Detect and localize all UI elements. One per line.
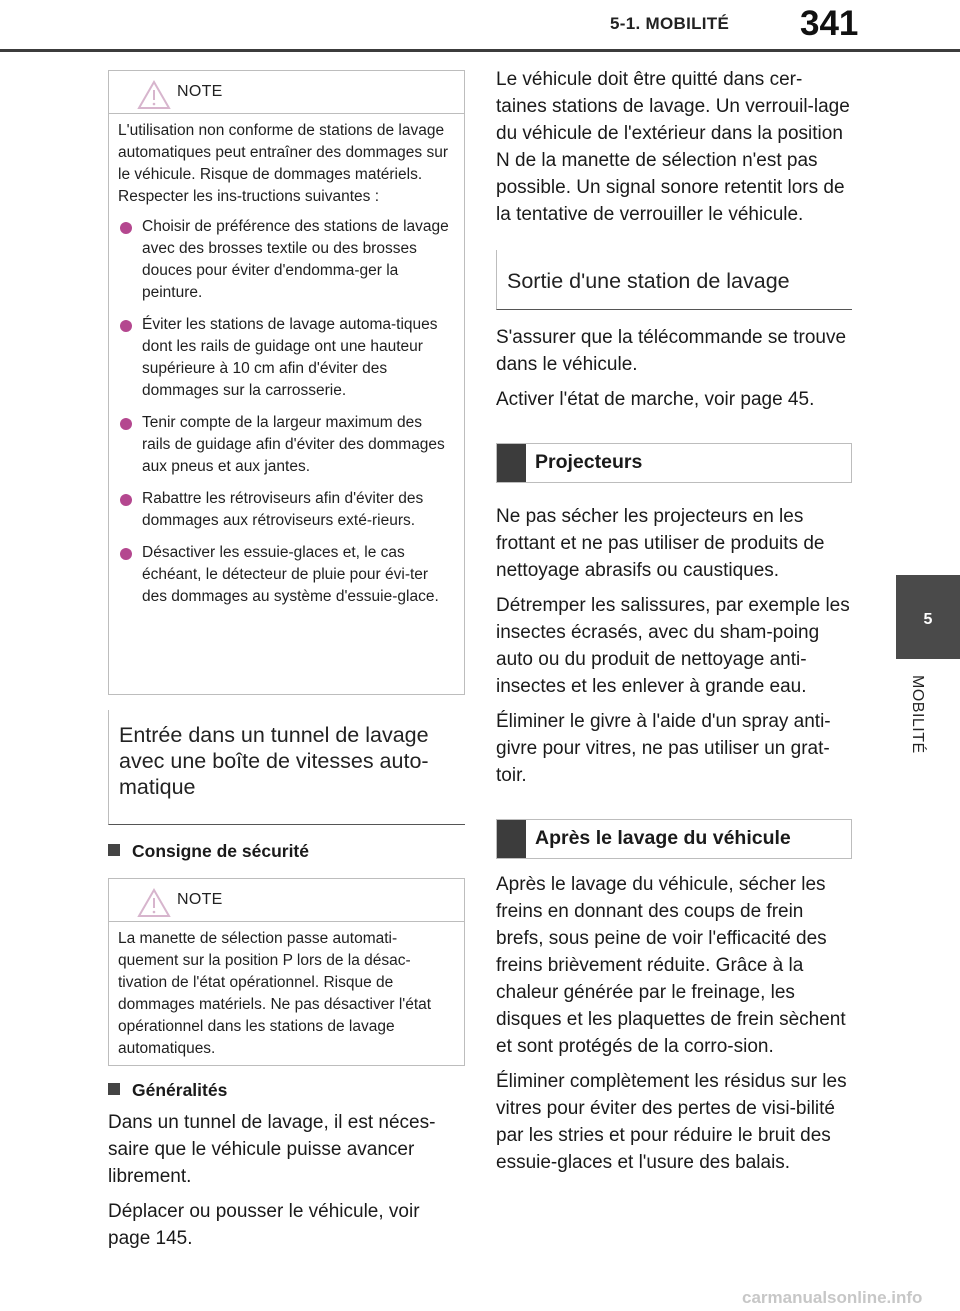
list-item-text: Choisir de préférence des stations de lavage avec des brosses textile ou des brosses douces pour éviter d'endomma-ger la peinture. <box>142 218 449 301</box>
paragraph: Dans un tunnel de lavage, il est néces-saire que le véhicule puisse avancer librement. <box>108 1112 436 1187</box>
warning-triangle-icon <box>137 888 171 918</box>
bullet-icon <box>120 548 132 560</box>
paragraph: S'assurer que la télécommande se trouve dans le véhicule. <box>496 327 847 375</box>
heading-bar <box>497 444 526 482</box>
note-text: La manette de sélection passe automati-quement sur la position P lors de la désac-tivation de l'état opérationnel. Risque de dommages matériels. Ne pas désactiver l'état opérationnel dans les stations de lavage automatiques. <box>118 930 432 1057</box>
note-intro: L'utilisation non conforme de stations de lavage automatiques peut entraîner des dommages sur le véhicule. Risque de dommages matériels. Respecter les ins-tructions suivantes : <box>118 122 448 205</box>
list-item <box>118 314 454 402</box>
note-box-selector <box>108 878 465 1066</box>
section-heading-after-wash <box>496 819 852 859</box>
note-body <box>109 922 464 1078</box>
chapter-number: 5 <box>923 611 933 628</box>
header-rule <box>0 49 960 52</box>
watermark: carmanualsonline.info <box>742 1288 923 1307</box>
subheading-text: Consigne de sécurité <box>132 841 309 861</box>
list-item <box>118 488 454 532</box>
paragraph: Éliminer complètement les résidus sur les vitres pour éviter des pertes de visi-bilité par les stries et pour réduire le bruit des essuie-glaces et l'usure des balais. <box>496 1071 847 1173</box>
paragraph: Déplacer ou pousser le véhicule, voir page 145. <box>108 1201 420 1249</box>
heading-bar <box>497 820 526 858</box>
paragraph: Après le lavage du véhicule, sécher les freins en donnant des coups de frein brefs, sous peine de voir l'efficacité des freins brièvement réduite. Grâce à la chaleur générée par le freinage, les disques et les plaquettes de frein sèchent et sont protégés de la corro-sion. <box>496 874 846 1057</box>
chapter-tab[interactable] <box>896 575 960 659</box>
left-column <box>108 70 465 1260</box>
list-item <box>118 412 454 478</box>
square-bullet-icon <box>108 844 120 856</box>
subheading-text: Généralités <box>132 1080 228 1100</box>
paragraph: Le véhicule doit être quitté dans cer-taines stations de lavage. Un verrouil-lage du véhicule de l'extérieur dans la position N de la manette de sélection n'est pas possible. Un signal sonore retentit lors de la tentative de verrouiller le véhicule. <box>496 69 850 225</box>
note-header <box>109 879 464 922</box>
list-item-text: Tenir compte de la largeur maximum des rails de guidage afin d'éviter des dommages aux pneus et aux jantes. <box>142 414 445 475</box>
heading-label: Projecteurs <box>535 451 643 473</box>
note-header <box>109 71 464 114</box>
paragraph: Ne pas sécher les projecteurs en les frottant et ne pas utiliser de produits de nettoyage abrasifs ou caustiques. <box>496 506 825 581</box>
right-column <box>496 66 852 1184</box>
note-title: NOTE <box>177 891 223 908</box>
chapter-label: MOBILITÉ <box>909 675 926 754</box>
list-item <box>118 542 454 608</box>
heading-label: Après le lavage du véhicule <box>535 827 791 849</box>
bullet-icon <box>120 494 132 506</box>
list-item-text: Désactiver les essuie-glaces et, le cas échéant, le détecteur de pluie pour évi-ter des dommages au système d'essuie-glace. <box>142 544 439 605</box>
paragraph: Détremper les salissures, par exemple les insectes écrasés, avec du sham-poing auto ou du produit de nettoyage anti-insectes et les enlever à grande eau. <box>496 595 850 697</box>
section-heading-tunnel: Entrée dans un tunnel de lavage avec une boîte de vitesses auto-matique <box>108 710 465 825</box>
list-item-text: Éviter les stations de lavage automa-tiques dont les rails de guidage ont une hauteur supérieure à 10 cm afin d'éviter des dommages sur la carrosserie. <box>142 316 438 399</box>
warning-triangle-icon <box>137 80 171 110</box>
section-heading-projectors <box>496 443 852 483</box>
list-item <box>118 216 454 304</box>
subheading-general <box>108 1080 465 1101</box>
bullet-icon <box>120 320 132 332</box>
subheading-safety <box>108 841 465 862</box>
note-title: NOTE <box>177 83 223 100</box>
section-heading-exit: Sortie d'une station de lavage <box>496 250 852 310</box>
square-bullet-icon <box>108 1083 120 1095</box>
section-header: 5-1. MOBILITÉ <box>610 14 730 33</box>
note-body <box>109 114 464 628</box>
bullet-icon <box>120 222 132 234</box>
paragraph: Éliminer le givre à l'aide d'un spray anti-givre pour vitres, ne pas utiliser un grat-toir. <box>496 711 831 786</box>
note-box-car-wash <box>108 70 465 695</box>
list-item-text: Rabattre les rétroviseurs afin d'éviter des dommages aux rétroviseurs exté-rieurs. <box>142 490 424 529</box>
paragraph: Activer l'état de marche, voir page 45. <box>496 389 815 410</box>
bullet-icon <box>120 418 132 430</box>
page-number: 341 <box>800 4 859 43</box>
